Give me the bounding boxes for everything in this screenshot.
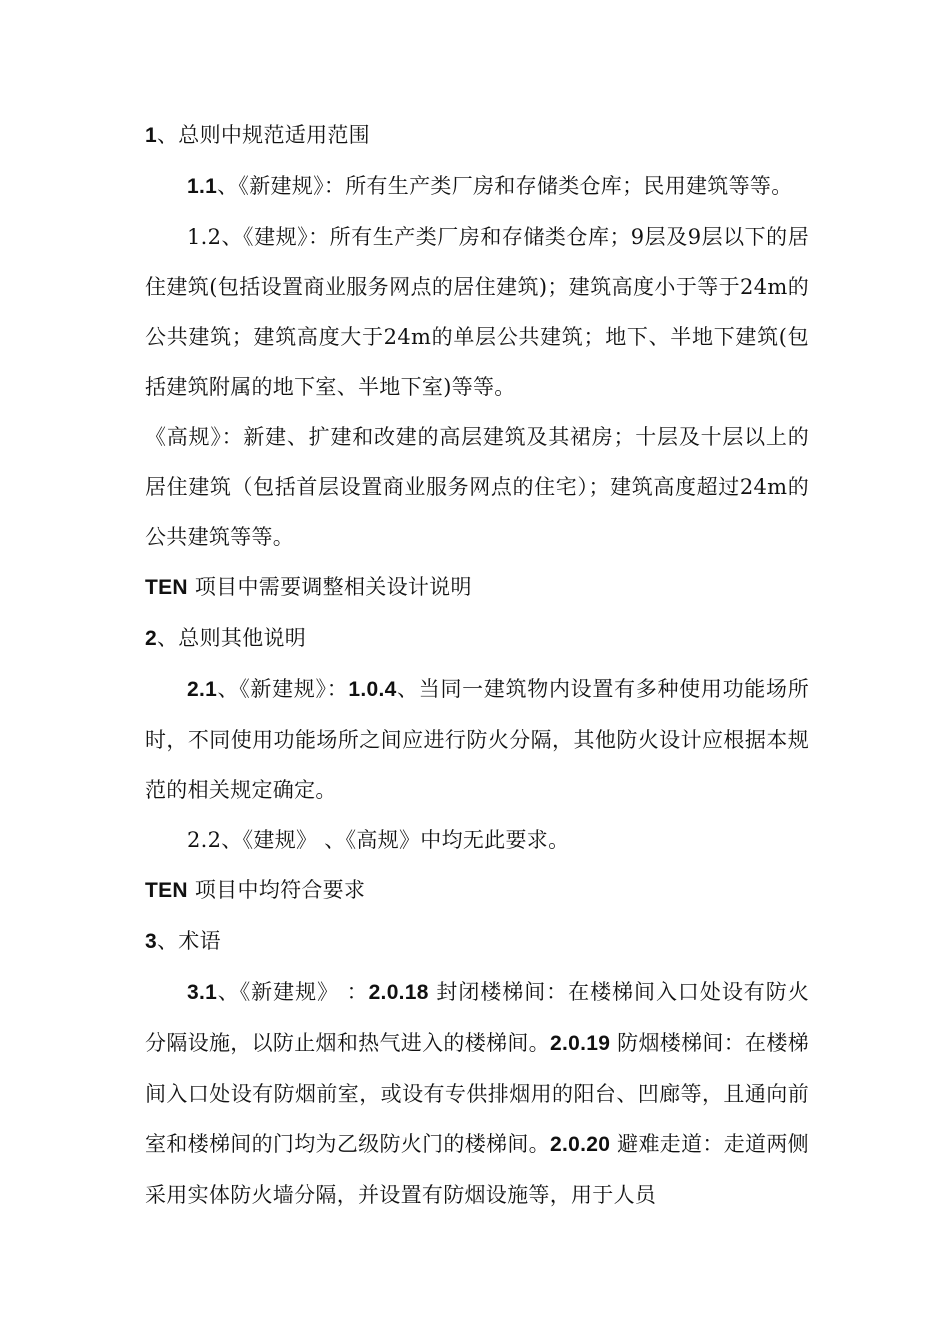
paragraph-2-2 bbox=[145, 815, 809, 865]
paragraph-1-1-text: 、《新建规》：所有生产类厂房和存储类仓库；民用建筑等等。 bbox=[217, 174, 793, 198]
paragraph-1-1 bbox=[145, 161, 809, 212]
paragraph-1-2 bbox=[145, 212, 809, 412]
ten-note-2 bbox=[145, 865, 809, 916]
paragraph-1-3 bbox=[145, 412, 809, 562]
paragraph-2-2-text: 2.2、《建规》 、《高规》中均无此要求。 bbox=[187, 828, 570, 852]
section-3-number: 3 bbox=[145, 930, 157, 953]
ten-note-2-text: 项目中均符合要求 bbox=[187, 878, 366, 902]
paragraph-1-1-number: 1.1 bbox=[187, 175, 218, 198]
ten-note-2-label: TEN bbox=[145, 879, 188, 902]
paragraph-3-1-text-b: 封闭楼梯间：在楼梯间入口处设有防火分隔设施，以防止烟和热气进入的楼梯间。 bbox=[145, 980, 809, 1055]
paragraph-3-1-clause-2-0-19: 2.0.19 bbox=[549, 1032, 611, 1055]
section-1-heading bbox=[145, 110, 809, 161]
section-1-title: 、总则中规范适用范围 bbox=[156, 123, 370, 147]
paragraph-3-1 bbox=[145, 967, 809, 1220]
section-2-heading bbox=[145, 613, 809, 664]
section-2-title: 、总则其他说明 bbox=[156, 626, 307, 650]
paragraph-3-1-text-a: 、《新建规》 ： bbox=[217, 980, 369, 1004]
paragraph-3-1-text-c: 防烟楼梯间：在楼梯间入口处设有防烟前室，或设有专供排烟用的阳台、凹廊等，且通向前室和楼梯间的门均为乙级防火门的楼梯间。 bbox=[145, 1031, 809, 1156]
section-3-title: 、术语 bbox=[156, 929, 221, 953]
paragraph-2-1-text-a: 、《新建规》： bbox=[217, 677, 349, 701]
section-3-heading bbox=[145, 916, 809, 967]
paragraph-1-3-text: 《高规》：新建、扩建和改建的高层建筑及其裙房；十层及十层以上的居住建筑（包括首层设置商业服务网点的住宅）；建筑高度超过24m的公共建筑等等。 bbox=[145, 425, 809, 549]
paragraph-2-1-text-b: 、当同一建筑物内设置有多种使用功能场所时，不同使用功能场所之间应进行防火分隔，其他防火设计应根据本规范的相关规定确定。 bbox=[145, 677, 809, 802]
ten-note-1 bbox=[145, 562, 809, 613]
paragraph-3-1-clause-2-0-20: 2.0.20 bbox=[549, 1133, 611, 1156]
paragraph-2-1-clause: 1.0.4 bbox=[348, 678, 397, 701]
paragraph-2-1-number: 2.1 bbox=[187, 678, 218, 701]
ten-note-1-text: 项目中需要调整相关设计说明 bbox=[187, 575, 472, 599]
paragraph-2-1 bbox=[145, 664, 809, 815]
section-1-number: 1 bbox=[145, 124, 157, 147]
paragraph-3-1-clause-2-0-18: 2.0.18 bbox=[368, 981, 429, 1004]
paragraph-3-1-text-d: 避难走道：走道两侧采用实体防火墙分隔，并设置有防烟设施等，用于人员 bbox=[145, 1132, 809, 1207]
ten-note-1-label: TEN bbox=[145, 576, 188, 599]
paragraph-3-1-number: 3.1 bbox=[187, 981, 218, 1004]
section-2-number: 2 bbox=[145, 627, 157, 650]
paragraph-1-2-text: 1.2、《建规》：所有生产类厂房和存储类仓库；9层及9层以下的居住建筑(包括设置商业服务网点的居住建筑)；建筑高度小于等于24m的公共建筑；建筑高度大于24m的单层公共建筑；地下、半地下建筑(包括建筑附属的地下室、半地下室)等等。 bbox=[145, 225, 809, 399]
document-page bbox=[145, 110, 809, 1220]
